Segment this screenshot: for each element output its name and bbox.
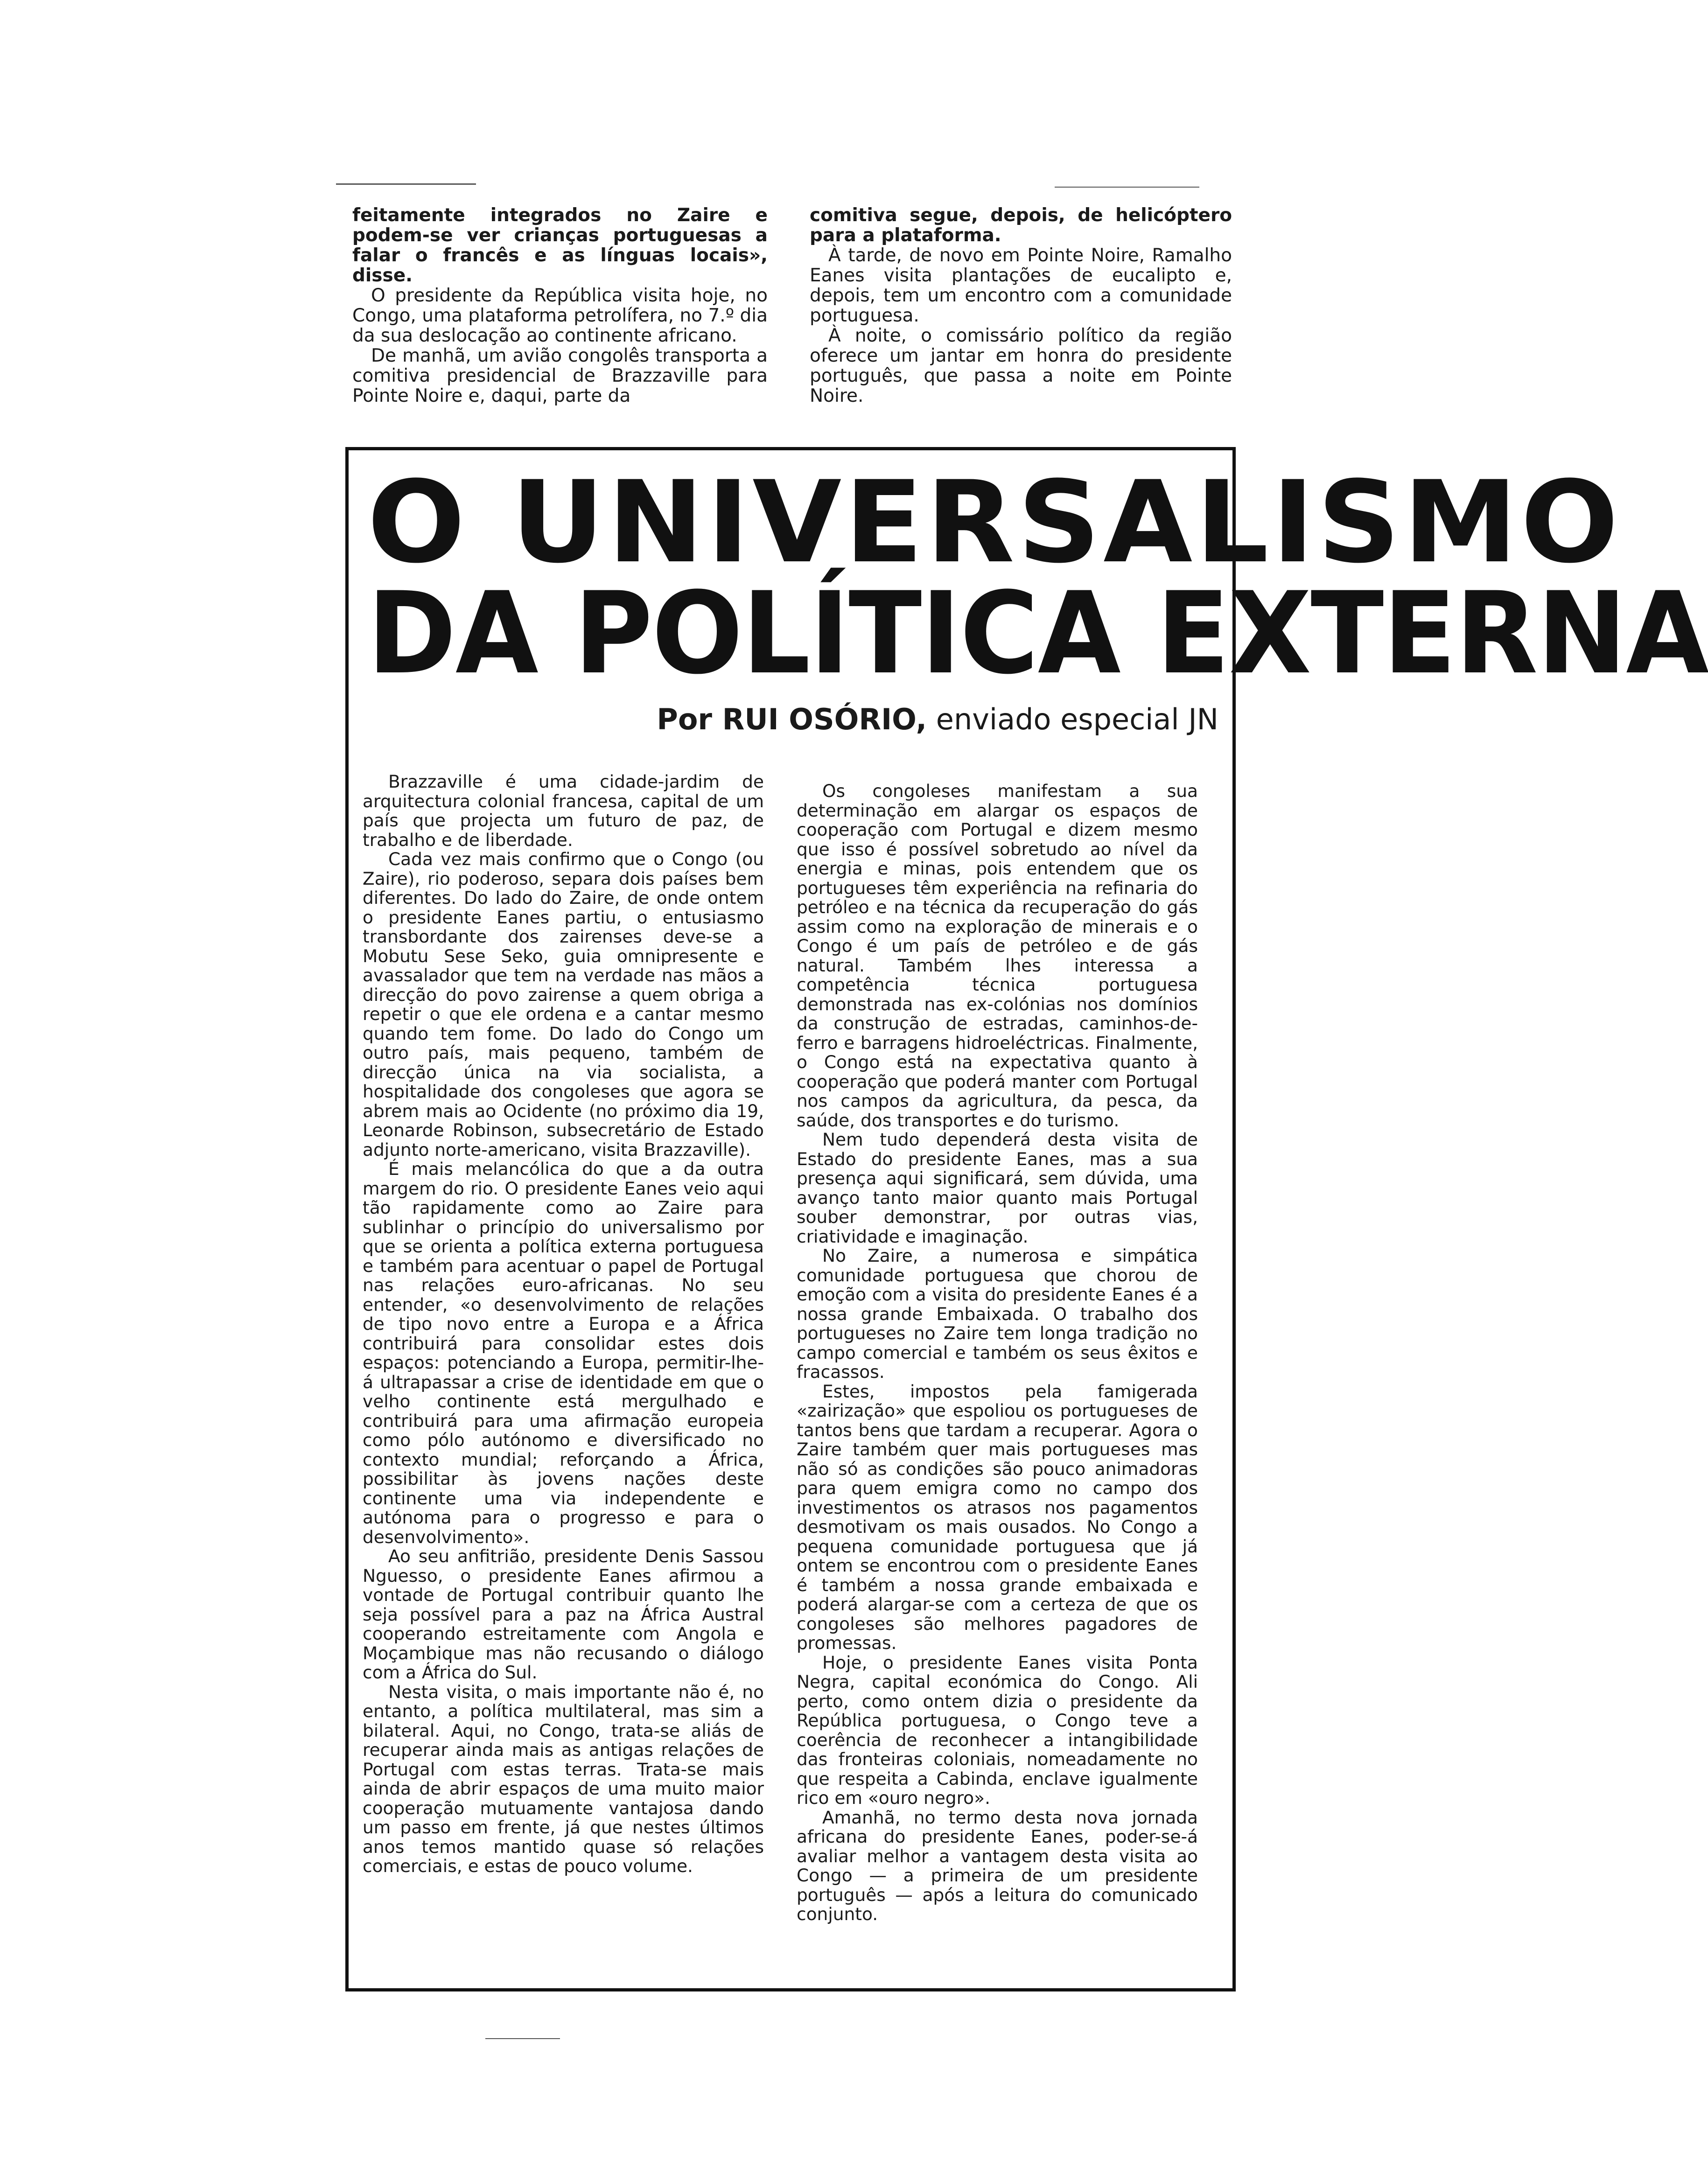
article-column-2 — [797, 782, 1198, 1924]
article-paragraph: Estes, impostos pela famigerada «zairização» que espoliou os portugueses de tantos bens que tardam a recuperar. Agora o Zaire também quer mais portugueses mas não só as condições são pouco animadoras para quem emigra como no campo dos investimentos os atrasos nos pagamentos desmotivam os mais ousados. No Congo a pequena comunidade portuguesa que já ontem se encontrou com o presidente Eanes é também a nossa grande embaixada e poderá alargar-se com a certeza de que os congoleses são melhores pagadores de promessas. — [797, 1381, 1198, 1653]
article-paragraph: Nesta visita, o mais importante não é, no entanto, a política multilateral, mas sim a bilateral. Aqui, no Congo, trata-se aliás de recuperar ainda mais as antigas relações de Portugal com estas terras. Trata-se mais ainda de abrir espaços de uma muito maior cooperação mutuamente vantajosa dando um passo em frente, já que nestes últimos anos temos mantido quase só relações comerciais, e estas de pouco volume. — [363, 1681, 764, 1876]
continuation-column-right — [810, 205, 1232, 406]
article-paragraph: Ao seu anfitrião, presidente Denis Sassou Nguesso, o presidente Eanes afirmou a vontade de Portugal contribuir quanto lhe seja possível para a paz na África Austral cooperando estreitamente com Angola e Moçambique mas não recusando o diálogo com a África do Sul. — [363, 1546, 764, 1683]
article-paragraph: Hoje, o presidente Eanes visita Ponta Negra, capital económica do Congo. Ali perto, como ontem dizia o presidente da República portuguesa, o Congo teve a coerência de reconhecer a intangibilidade das fronteiras coloniais, nomeadamente no que respeita a Cabinda, enclave igualmente rico em «ouro negro». — [797, 1652, 1198, 1808]
article-column-1 — [363, 772, 764, 1876]
byline-author: Por RUI OSÓRIO, — [657, 702, 927, 736]
headline-line-1: O UNIVERSALISMO — [367, 457, 1622, 588]
continuation-column-left — [352, 205, 768, 406]
byline-role: enviado especial JN — [927, 702, 1218, 736]
article-paragraph: Amanhã, no termo desta nova jornada africana do presidente Eanes, poder-se-á avaliar melhor a vantagem desta visita ao Congo — a primeira de um presidente português — após a leitura do comunicado conjunto. — [797, 1807, 1198, 1924]
continuation-paragraph: O presidente da República visita hoje, no Congo, uma plataforma petrolífera, no 7.º dia da sua deslocação ao continente africano. — [352, 285, 768, 346]
headline-line-2: DA POLÍTICA EXTERNA — [367, 568, 1708, 699]
scan-mark-top-right — [1055, 187, 1199, 188]
article-box — [345, 447, 1708, 1991]
continuation-paragraph: comitiva segue, depois, de helicóptero para a plataforma. — [810, 205, 1232, 246]
continuation-paragraph: À noite, o comissário político da região oferece um jantar em honra do presidente português, que passa a noite em Pointe Noire. — [810, 325, 1232, 406]
continuation-paragraph: À tarde, de novo em Pointe Noire, Ramalho Eanes visita plantações de eucalipto e, depois, tem um encontro com a comunidade portuguesa. — [810, 245, 1232, 326]
continuation-paragraph: De manhã, um avião congolês transporta a comitiva presidencial de Brazzaville para Pointe Noire e, daqui, parte da — [352, 345, 768, 406]
article-paragraph: Cada vez mais confirmo que o Congo (ou Zaire), rio poderoso, separa dois países bem diferentes. Do lado do Zaire, de onde ontem o presidente Eanes partiu, o entusiasmo transbordante dos zairenses deve-se a Mobutu Sese Seko, guia omnipresente e avassalador que tem na verdade nas mãos a direcção do povo zairense a quem obriga a repetir o que ele ordena e a cantar mesmo quando tem fome. Do lado do Congo um outro país, mais pequeno, também de direcção única na via socialista, a hospitalidade dos congoleses que agora se abrem mais ao Ocidente (no próximo dia 19, Leonarde Robinson, subsecretário de Estado adjunto norte-americano, visita Brazzaville). — [363, 849, 764, 1160]
scan-mark-top-left — [336, 183, 476, 185]
article-paragraph: Os congoleses manifestam a sua determinação em alargar os espaços de cooperação com Portugal e dizem mesmo que isso é possível sobretudo ao nível da energia e minas, pois entendem que os portugueses têm experiência na refinaria do petróleo e na técnica da recuperação do gás assim como na exploração de minerais e o Congo é um país de petróleo e de gás natural. Também lhes interessa a competência técnica portuguesa demonstrada nas ex-colónias nos domínios da construção de estradas, caminhos-de-ferro e barragens hidroeléctricas. Finalmente, o Congo está na expectativa quanto à cooperação que poderá manter com Portugal nos campos da agricultura, da pesca, da saúde, dos transportes e do turismo. — [797, 781, 1198, 1131]
article-paragraph: Nem tudo dependerá desta visita de Estado do presidente Eanes, mas a sua presença aqui significará, sem dúvida, uma avanço tanto maior quanto mais Portugal souber demonstrar, por outras vias, criatividade e imaginação. — [797, 1129, 1198, 1247]
byline — [657, 702, 1218, 736]
scan-mark-bottom — [485, 2038, 560, 2039]
article-paragraph: Brazzaville é uma cidade-jardim de arquitectura colonial francesa, capital de um país que projecta um futuro de paz, de trabalho e de liberdade. — [363, 771, 764, 850]
article-paragraph: É mais melancólica do que a da outra margem do rio. O presidente Eanes veio aqui tão rapidamente como ao Zaire para sublinhar o princípio do universalismo por que se orienta a política externa portuguesa e também para acentuar o papel de Portugal nas relações euro-africanas. No seu entender, «o desenvolvimento de relações de tipo novo entre a Europa e a África contribuirá para consolidar estes dois espaços: potenciando a Europa, permitir-lhe-á ultrapassar a crise de identidade em que o velho continente está mergulhado e contribuirá para uma afirmação europeia como pólo autónomo e diversificado no contexto mundial; reforçando a África, possibilitar às jovens nações deste continente uma via independente e autónoma para o progresso e para o desenvolvimento». — [363, 1159, 764, 1547]
article-paragraph: No Zaire, a numerosa e simpática comunidade portuguesa que chorou de emoção com a visita do presidente Eanes é a nossa grande Embaixada. O trabalho dos portugueses no Zaire tem longa tradição no campo comercial e também os seus êxitos e fracassos. — [797, 1245, 1198, 1382]
continuation-paragraph: feitamente integrados no Zaire e podem-se ver crianças portuguesas a falar o francês e as línguas locais», disse. — [352, 205, 768, 286]
